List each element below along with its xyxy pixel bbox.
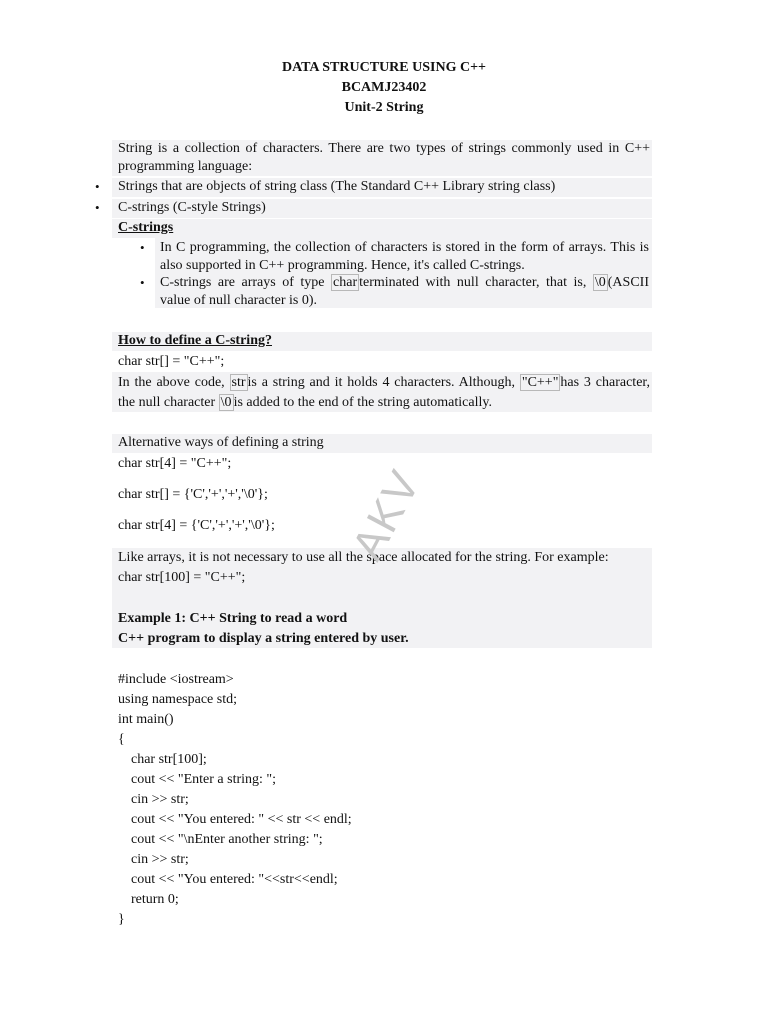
intro-bullet-2: C-strings (C-style Strings)	[118, 200, 266, 215]
arrays-note-code: char str[100] = "C++";	[118, 570, 246, 585]
define-heading: How to define a C-string?	[118, 333, 272, 348]
code-line: return 0;	[131, 892, 179, 907]
example-title: Example 1: C++ String to read a word	[118, 611, 348, 626]
code-line: cout << "\nEnter another string: ";	[131, 832, 323, 847]
intro-paragraph: String is a collection of characters. There are two types of strings commonly used in C++ programming language:	[118, 141, 650, 174]
code-line: cout << "You entered: "<<str<<endl;	[131, 872, 338, 887]
code-line: char str[100];	[131, 752, 207, 767]
cstrings-bullet-1: In C programming, the collection of characters is stored in the form of arrays. This is also supported in C++ programming. Hence, it's called C-strings.	[160, 240, 649, 273]
cstrings-heading-shade	[112, 219, 652, 238]
code-line: cout << "You entered: " << str << endl;	[131, 812, 352, 827]
code-line: #include <iostream>	[118, 672, 234, 687]
code-line: int main()	[118, 712, 174, 727]
define-paragraph: In the above code, str is a string and it holds 4 characters. Although, "C++" has 3 character, the null character \0 is added to the end of the string automatically.	[118, 375, 651, 410]
bullet-dot: •	[140, 240, 145, 255]
bullet-dot: •	[140, 275, 145, 290]
code-line: cin >> str;	[131, 792, 189, 807]
bullet-dot: •	[95, 200, 100, 215]
code-line: cout << "Enter a string: ";	[131, 772, 277, 787]
alternatives-heading: Alternative ways of defining a string	[118, 435, 324, 450]
bullet-dot: •	[95, 179, 100, 194]
code-line: }	[118, 912, 125, 927]
arrays-note: Like arrays, it is not necessary to use all the space allocated for the string. For example:	[118, 550, 609, 565]
code-line: {	[118, 732, 125, 747]
example-subtitle: C++ program to display a string entered by user.	[118, 631, 409, 646]
alternative-line-2: char str[] = {'C','+','+','\0'};	[118, 487, 268, 502]
alternative-line-3: char str[4] = {'C','+','+','\0'};	[118, 518, 275, 533]
cstrings-heading: C-strings	[118, 220, 174, 235]
intro-bullet-1: Strings that are objects of string class (The Standard C++ Library string class)	[118, 179, 556, 194]
alternative-line-1: char str[4] = "C++";	[118, 456, 232, 471]
code-line: cin >> str;	[131, 852, 189, 867]
code-line: using namespace std;	[118, 692, 237, 707]
course-code: BCAMJ23402	[341, 80, 427, 95]
define-code: char str[] = "C++";	[118, 354, 225, 369]
unit-title: Unit-2 String	[344, 100, 424, 115]
cstrings-bullet-2: C-strings are arrays of type char terminated with null character, that is, \0 (ASCII value of null character is 0).	[160, 275, 649, 308]
code-block	[118, 670, 352, 930]
document-title: DATA STRUCTURE USING C++	[281, 60, 487, 75]
watermark: AKV	[342, 461, 431, 568]
